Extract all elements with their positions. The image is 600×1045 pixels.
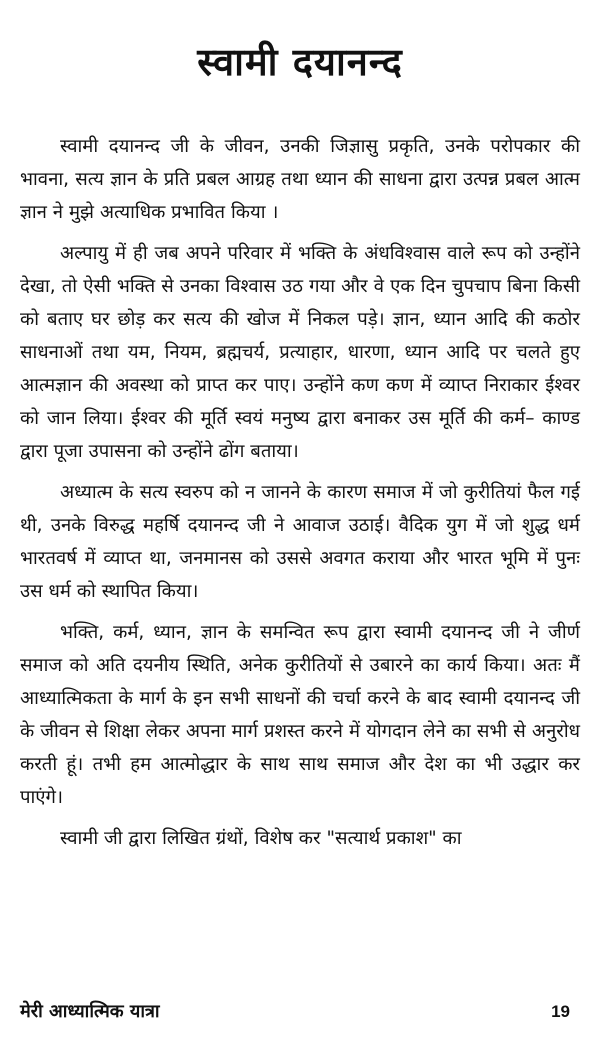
paragraph-3: अध्यात्म के सत्य स्वरुप को न जानने के कारण समाज में जो कुरीतियां फैल गई थी, उनके विरुद्ध महर्षि दयानन्द जी ने आवाज उठाई। वैदिक युग में जो शुद्ध धर्म भारतवर्ष में व्याप्त था, जनमानस को उससे अवगत कराया और भारत भूमि में पुनः उस धर्म को स्थापित किया। xyxy=(20,482,580,602)
footer-book-title: मेरी आध्यात्मिक यात्रा xyxy=(20,1001,160,1022)
paragraph-5: स्वामी जी द्वारा लिखित ग्रंथों, विशेष कर "सत्यार्थ प्रकाश" का xyxy=(60,828,462,849)
paragraph-4: भक्ति, कर्म, ध्यान, ज्ञान के समन्वित रूप द्वारा स्वामी दयानन्द जी ने जीर्ण समाज को अति दयनीय स्थिति, अनेक कुरीतियों से उबारने का कार्य किया। अतः मैं आध्यात्मिकता के मार्ग के इन सभी साधनों की चर्चा करने के बाद स्वामी दयानन्द जी के जीवन से शिक्षा लेकर अपना मार्ग प्रशस्त करने में योगदान लेने का सभी से अनुरोध करती हूं। तभी हम आत्मोद्धार के साथ साथ समाज और देश का भी उद्धार कर पाएंगे। xyxy=(20,622,580,808)
page-body xyxy=(20,130,580,863)
page-title: स्वामी दयानन्द xyxy=(197,40,403,84)
paragraph-1: स्वामी दयानन्द जी के जीवन, उनकी जिज्ञासु प्रकृति, उनके परोपकार की भावना, सत्य ज्ञान के प्रति प्रबल आग्रह तथा ध्यान की साधना द्वारा उत्पन्न प्रबल आत्म ज्ञान ने मुझे अत्याधिक प्रभावित किया । xyxy=(20,136,580,223)
paragraph-2: अल्पायु में ही जब अपने परिवार में भक्ति के अंधविश्वास वाले रूप को उन्होंने देखा, तो ऐसी भक्ति से उनका विश्वास उठ गया और वे एक दिन चुपचाप बिना किसी को बताए घर छोड़ कर सत्य की खोज में निकल पड़े। ज्ञान, ध्यान आदि की कठोर साधनाओं तथा यम, नियम, ब्रह्मचर्य, प्रत्याहार, धारणा, ध्यान आदि पर चलते हुए आत्मज्ञान की अवस्था को प्राप्त कर पाए। उन्होंने कण कण में व्याप्त निराकार ईश्वर को जान लिया। ईश्वर की मूर्ति स्वयं मनुष्य द्वारा बनाकर उस मूर्ति की कर्म– काण्ड द्वारा पूजा उपासना को उन्होंने ढोंग बताया। xyxy=(20,243,580,462)
page-number: 19 xyxy=(551,1002,570,1021)
